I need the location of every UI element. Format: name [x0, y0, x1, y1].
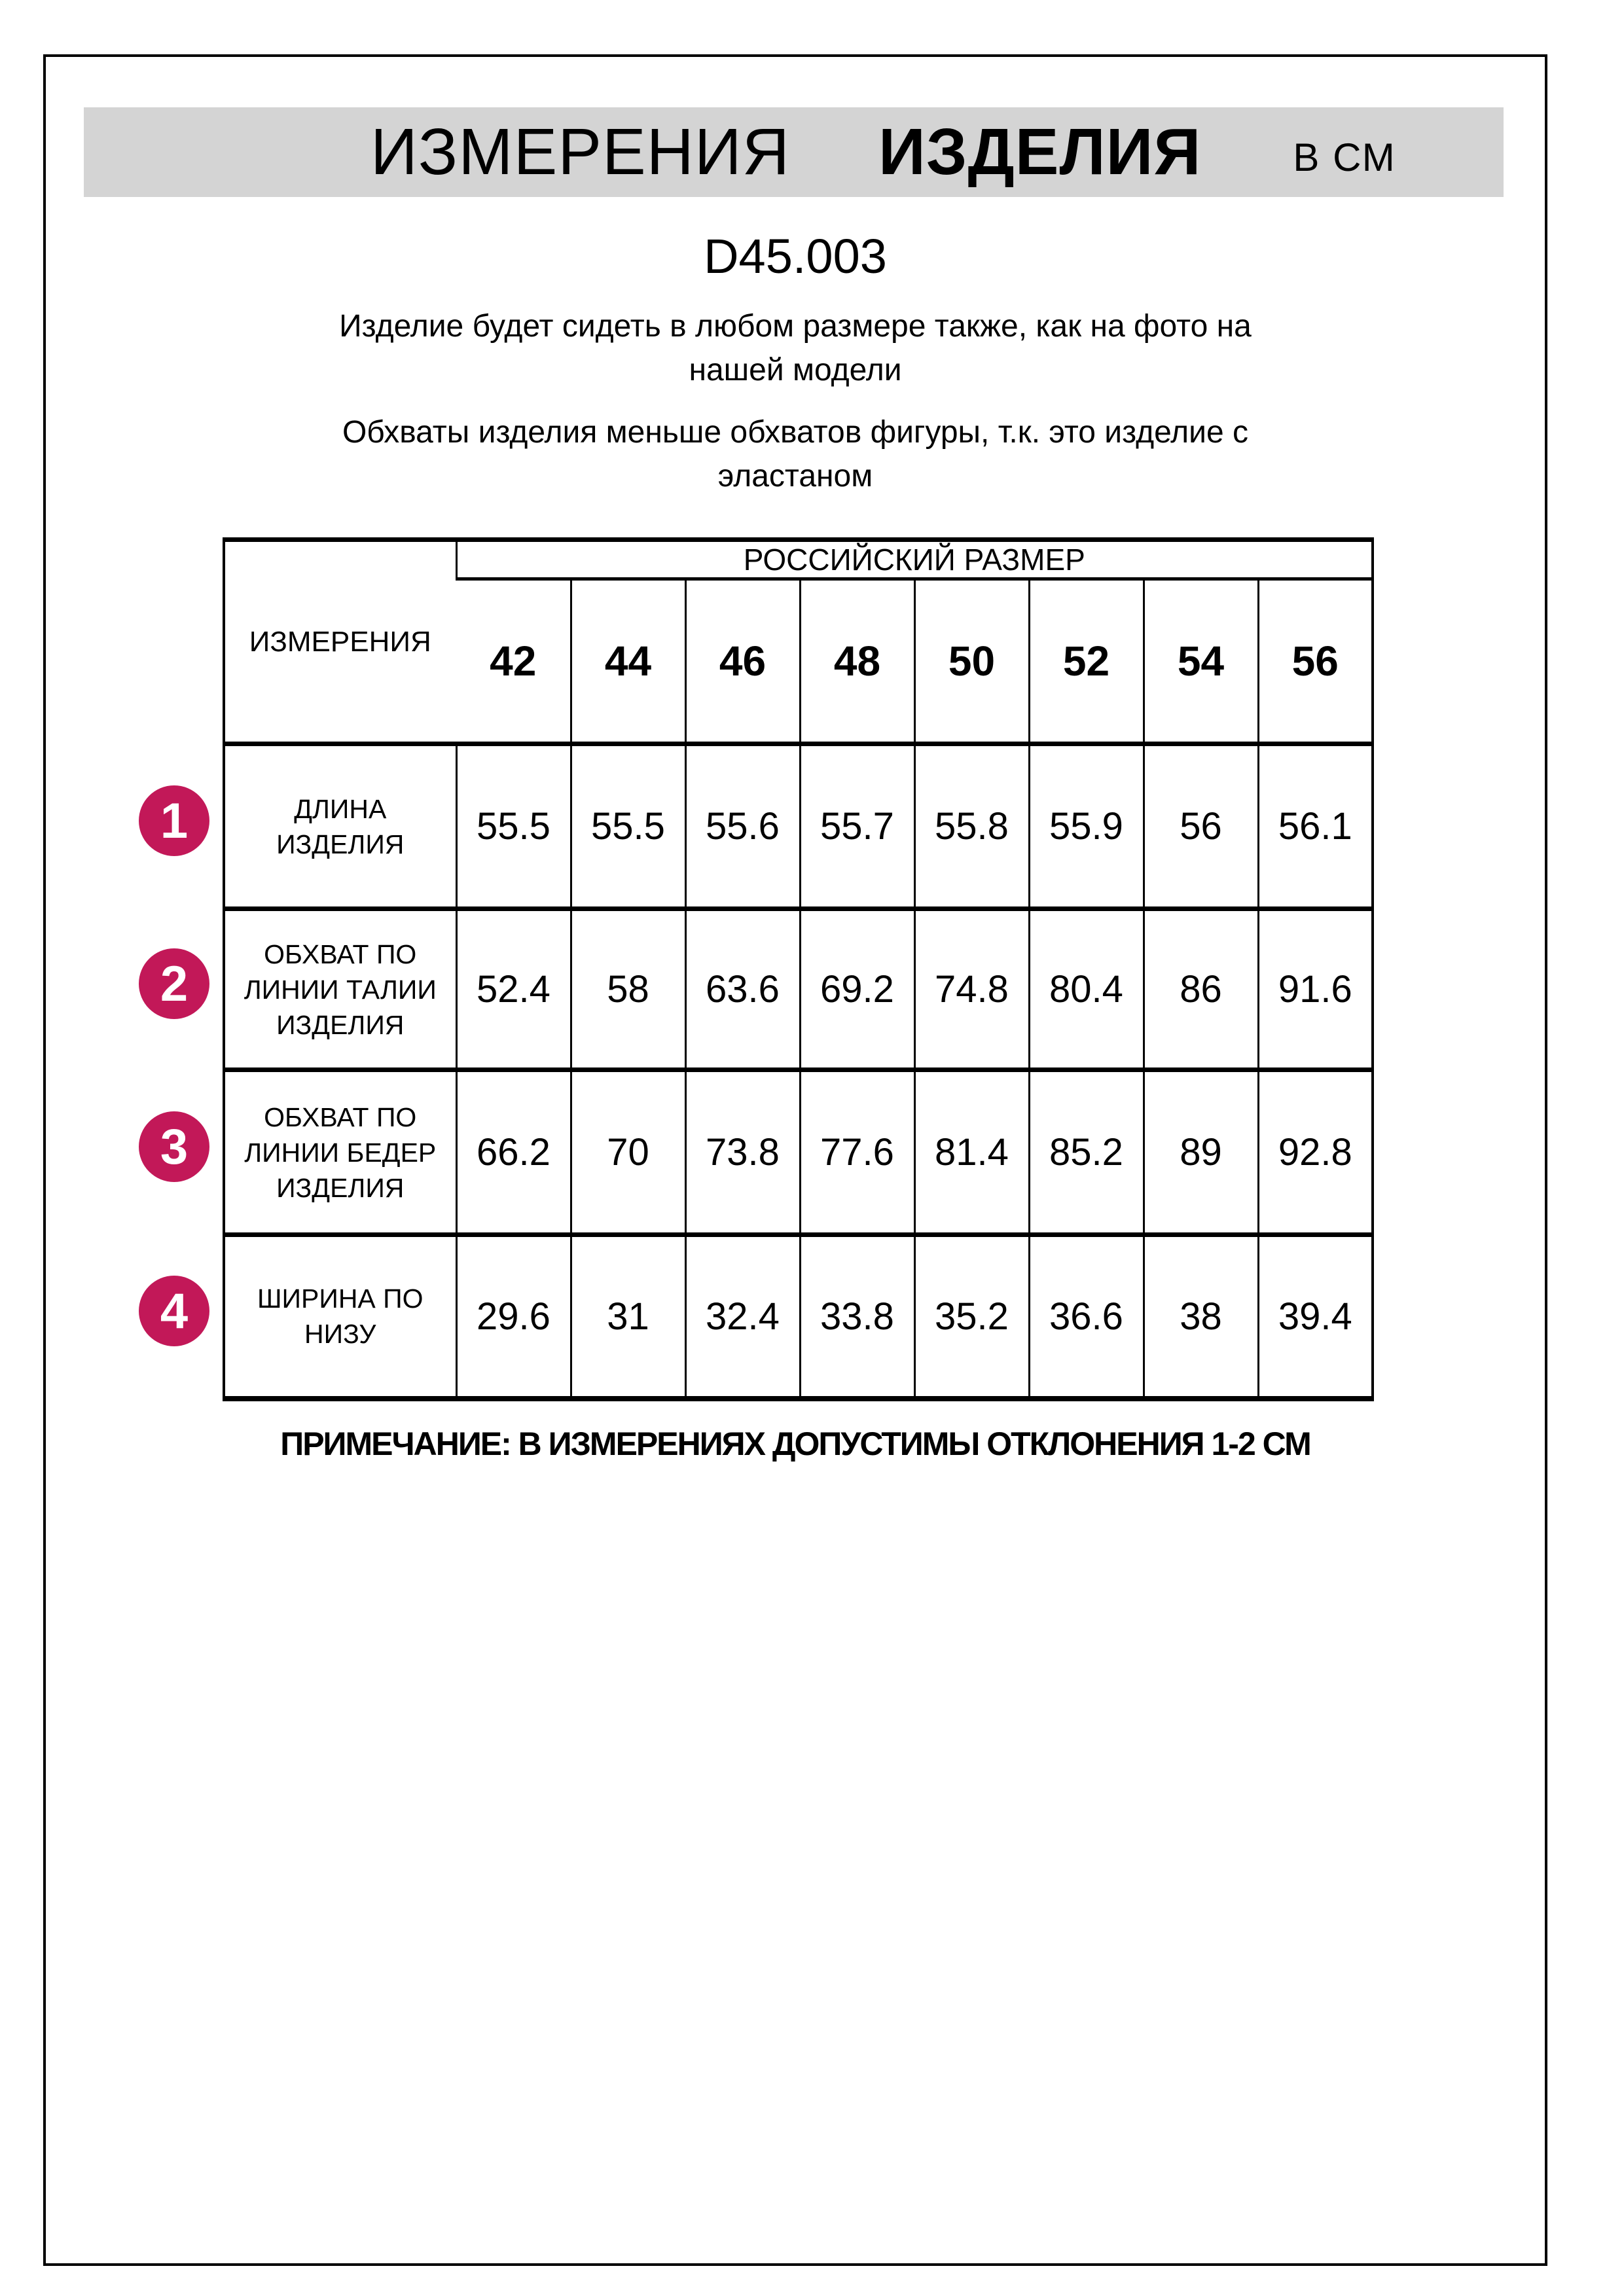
table-cell: 77.6	[800, 1070, 914, 1235]
product-code: D45.003	[704, 229, 887, 283]
fit-note	[46, 304, 1545, 392]
table-row-bottom-width	[224, 1235, 1373, 1399]
table-row-hips	[224, 1070, 1373, 1235]
elastane-note	[46, 410, 1545, 498]
table-cell: 85.2	[1029, 1070, 1144, 1235]
size-header-56: 56	[1258, 579, 1373, 744]
table-cell: 70	[571, 1070, 685, 1235]
size-table	[223, 537, 1374, 1401]
table-cell: 35.2	[914, 1235, 1029, 1399]
page-title-measurements: ИЗМЕРЕНИЯ	[370, 115, 790, 188]
corner-header-cell: ИЗМЕРЕНИЯ	[224, 540, 456, 744]
table-cell: 81.4	[914, 1070, 1029, 1235]
footnote: ПРИМЕЧАНИЕ: В ИЗМЕРЕНИЯХ ДОПУСТИМЫ ОТКЛОНЕНИЯ 1-2 СМ	[280, 1426, 1310, 1462]
row-label-hips: ОБХВАТ ПО ЛИНИИ БЕДЕР ИЗДЕЛИЯ	[224, 1070, 456, 1235]
row-label-length: ДЛИНА ИЗДЕЛИЯ	[224, 744, 456, 909]
table-cell: 31	[571, 1235, 685, 1399]
table-cell: 39.4	[1258, 1235, 1373, 1399]
table-cell: 91.6	[1258, 909, 1373, 1070]
row-label-waist: ОБХВАТ ПО ЛИНИИ ТАЛИИ ИЗДЕЛИЯ	[224, 909, 456, 1070]
table-row-waist	[224, 909, 1373, 1070]
row-number-badge-3: 3	[139, 1111, 209, 1182]
table-cell: 55.5	[456, 744, 571, 909]
table-cell: 69.2	[800, 909, 914, 1070]
table-cell: 58	[571, 909, 685, 1070]
elastane-note-line-2: эластаном	[717, 459, 873, 493]
table-group-header-row	[224, 540, 1373, 579]
size-header-44: 44	[571, 579, 685, 744]
table-cell: 55.7	[800, 744, 914, 909]
table-cell: 55.9	[1029, 744, 1144, 909]
size-header-46: 46	[685, 579, 800, 744]
page-border-frame	[43, 54, 1547, 2266]
table-cell: 80.4	[1029, 909, 1144, 1070]
table-cell: 55.8	[914, 744, 1029, 909]
title-bar	[84, 107, 1504, 197]
row-number-badge-2: 2	[139, 948, 209, 1019]
table-cell: 89	[1144, 1070, 1258, 1235]
table-cell: 63.6	[685, 909, 800, 1070]
table-cell: 36.6	[1029, 1235, 1144, 1399]
table-cell: 55.5	[571, 744, 685, 909]
row-number-badge-4: 4	[139, 1276, 209, 1346]
size-header-42: 42	[456, 579, 571, 744]
table-cell: 86	[1144, 909, 1258, 1070]
title-units-label: В СМ	[1293, 135, 1396, 179]
table-cell: 55.6	[685, 744, 800, 909]
row-number-badge-1: 1	[139, 785, 209, 856]
table-cell: 92.8	[1258, 1070, 1373, 1235]
page-title-product: ИЗДЕЛИЯ	[878, 115, 1202, 188]
elastane-note-line-1: Обхваты изделия меньше обхватов фигуры, т.к. это изделие с	[342, 415, 1249, 450]
table-cell: 33.8	[800, 1235, 914, 1399]
fit-note-line-2: нашей модели	[689, 353, 902, 387]
table-cell: 74.8	[914, 909, 1029, 1070]
table-cell: 38	[1144, 1235, 1258, 1399]
size-header-50: 50	[914, 579, 1029, 744]
table-cell: 56.1	[1258, 744, 1373, 909]
table-cell: 29.6	[456, 1235, 571, 1399]
fit-note-line-1: Изделие будет сидеть в любом размере также, как на фото на	[339, 309, 1252, 344]
size-header-52: 52	[1029, 579, 1144, 744]
table-row-length	[224, 744, 1373, 909]
size-header-54: 54	[1144, 579, 1258, 744]
row-label-bottom-width: ШИРИНА ПО НИЗУ	[224, 1235, 456, 1399]
table-cell: 32.4	[685, 1235, 800, 1399]
table-cell: 52.4	[456, 909, 571, 1070]
table-cell: 56	[1144, 744, 1258, 909]
group-header-cell: РОССИЙСКИЙ РАЗМЕР	[456, 540, 1373, 579]
table-cell: 73.8	[685, 1070, 800, 1235]
table-cell: 66.2	[456, 1070, 571, 1235]
size-header-48: 48	[800, 579, 914, 744]
